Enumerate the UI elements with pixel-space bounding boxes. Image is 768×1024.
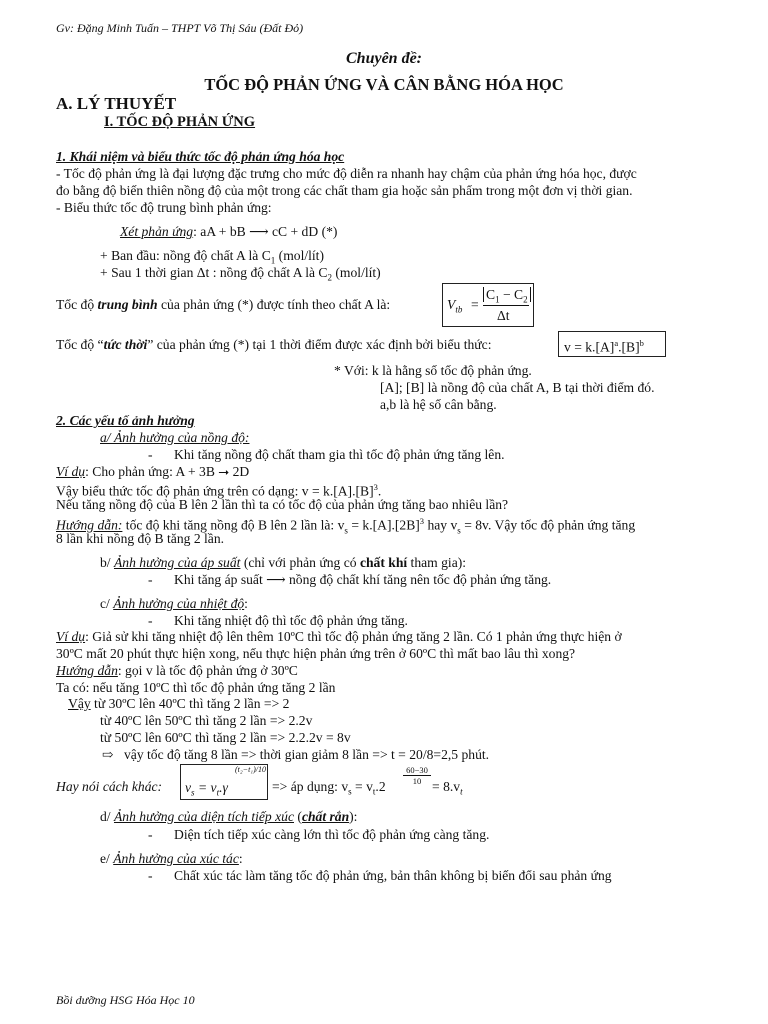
voi-line-1: * Với: k là hằng số tốc độ phản ứng. [334, 363, 532, 378]
ban-dau-sub: 1 [270, 255, 276, 266]
hd2-line: Hướng dẫn: gọi v là tốc độ phản ứng ở 30ºC [56, 663, 298, 678]
e-item: Chất xúc tác làm tăng tốc độ phản ứng, bản thân không bị biến đổi sau phản ứng [174, 868, 612, 883]
formula-eq: = [471, 297, 479, 312]
arrow-icon: ⇨ [102, 747, 114, 762]
tt-line [56, 336, 491, 353]
c-heading: Ảnh hưởng của nhiệt độ [113, 596, 245, 611]
conclude-line: vậy tốc độ tăng 8 lần => thời gian giảm 8 lần => t = 20/8=2,5 phút. [124, 747, 490, 762]
taco-line: Ta có: nếu tăng 10ºC thì tốc độ phản ứng tăng 2 lần [56, 680, 336, 695]
hd1-label: Hướng dẫn: [56, 517, 123, 533]
hd1-line-1: Hướng dẫn: tốc độ khi tăng nồng độ B lên 2 lần là: $v_s = k.[A].[2B]^3$ hay $v_s = 8v$. Vậy tốc độ phản ứng tăng [56, 516, 636, 536]
s1-para-3: - Biểu thức tốc độ trung bình phản ứng: [56, 200, 272, 215]
reaction-line [120, 223, 337, 240]
b-item: Khi tăng áp suất ⟶ nồng độ chất khí tăng nên tốc độ phản ứng tăng. [174, 572, 552, 587]
apdung-exponent: 60−30 10 [403, 765, 431, 786]
bullet-dash: - [148, 827, 153, 842]
reaction-eq: : aA + bB ⟶ cC + dD (*) [193, 224, 338, 239]
ban-dau-text: + Ban đầu: nồng độ chất A là C [100, 248, 271, 263]
d-heading: Ảnh hưởng của diện tích tiếp xúc [113, 809, 294, 824]
sau-text: + Sau 1 thời gian Δt : nồng độ chất A là C [100, 265, 328, 280]
fraction-bar [483, 305, 529, 306]
page-header: Gv: Đặng Minh Tuấn – THPT Võ Thị Sáu (Đất Đỏ) [56, 21, 304, 35]
hay-noi-label: Hay nói cách khác: [56, 779, 163, 794]
formula-numerator: $C_1 - C_2$ [483, 286, 531, 309]
temperature-formula [180, 764, 268, 800]
vd1-label: Ví dụ [56, 464, 86, 479]
s1-para-2: đo bằng độ biến thiên nồng độ của một trong các chất tham gia hoặc sản phẩm trong một đơn vị thời gian. [56, 183, 633, 198]
formula-denominator: Δt [497, 308, 510, 323]
page-footer: Bồi dưỡng HSG Hóa Học 10 [56, 993, 195, 1007]
a-heading: a/ Ảnh hưởng của nồng độ: [100, 430, 250, 445]
sau-sub: 2 [327, 272, 332, 283]
step-1: Vậy từ 30ºC lên 40ºC thì tăng 2 lần => 2 [68, 696, 290, 711]
tb-line [56, 296, 390, 313]
vd1-line-1 [56, 463, 249, 480]
e-heading: Ảnh hưởng của xúc tác [113, 851, 239, 866]
tb-pre: Tốc độ [56, 297, 98, 312]
e-heading-line: e/ Ảnh hưởng của xúc tác: [100, 851, 243, 866]
step-3: từ 50ºC lên 60ºC thì tăng 2 lần => 2.2.2v = 8v [100, 730, 351, 745]
temp-exponent: (t₂−t₁)/10 [235, 765, 266, 774]
voi-line-2: [A]; [B] là nồng độ của chất A, B tại thời điểm đó. [380, 380, 655, 395]
s2-heading: 2. Các yếu tố ảnh hưởng [56, 413, 195, 428]
hd2-label: Hướng dẫn [56, 663, 118, 678]
bullet-dash: - [148, 613, 153, 628]
step-2: từ 40ºC lên 50ºC thì tăng 2 lần => 2.2v [100, 713, 313, 728]
instant-rate-formula [558, 331, 666, 357]
apdung-result: = $8.v_t$ [432, 779, 463, 797]
vd1-line-2: Vậy biểu thức tốc độ phản ứng trên có dạng: $v = k.[A].[B]^3$. [56, 482, 382, 499]
s1-heading: 1. Khái niệm và biểu thức tốc độ phản ứng hóa học [56, 149, 345, 164]
xet-label: Xét phản ứng [120, 224, 194, 239]
tt-pre: Tốc độ “ [56, 337, 104, 352]
bullet-dash: - [148, 868, 153, 883]
c-heading-line: c/ Ảnh hưởng của nhiệt độ: [100, 596, 248, 611]
vd2-label: Ví dụ [56, 629, 86, 644]
sau-line [100, 264, 381, 287]
vd1-line-3: Nếu tăng nồng độ của B lên 2 lần thì ta có tốc độ của phản ứng tăng bao nhiêu lần? [56, 497, 509, 512]
instant-rate-text: $v = k.[A]^a.[B]^b$ [564, 338, 644, 355]
b-heading-line: b/ Ảnh hưởng của áp suất (chỉ với phản ứng có chất khí tham gia): [100, 555, 467, 570]
ban-dau-end: (mol/lít) [275, 248, 324, 263]
formula-v: $V_{tb}$ [447, 297, 463, 315]
vd1-text: : Cho phản ứng: A + 3B ⭢ 2D [85, 464, 250, 479]
tb-post: của phản ứng (*) được tính theo chất A là: [157, 297, 391, 312]
title-prefix: Chuyên đề: [346, 50, 422, 67]
tb-bold: trung bình [97, 297, 158, 312]
hd1-line-2: 8 lần khi nồng độ B tăng 2 lần. [56, 531, 225, 546]
a-item: Khi tăng nồng độ chất tham gia thì tốc độ phản ứng tăng lên. [174, 447, 505, 462]
d-item: Diện tích tiếp xúc càng lớn thì tốc độ phản ứng càng tăng. [174, 827, 490, 842]
average-rate-formula [442, 283, 534, 327]
temp-formula-text: $v_s = v_t.\gamma$ [185, 780, 228, 798]
section-a-heading: A. LÝ THUYẾT [56, 94, 177, 113]
sau-end: (mol/lít) [332, 265, 381, 280]
apdung-line: => áp dụng: $v_s = v_t.2$ [272, 779, 386, 797]
bullet-dash: - [148, 447, 153, 462]
b-heading: Ảnh hưởng của áp suất [113, 555, 241, 570]
bullet-dash: - [148, 572, 153, 587]
d-heading-line: d/ Ảnh hưởng của diện tích tiếp xúc (chất rắn): [100, 809, 358, 824]
s1-para-1: - Tốc độ phản ứng là đại lượng đặc trưng cho mức độ diễn ra nhanh hay chậm của phản ứng hóa học, được [56, 166, 637, 181]
vd2-line-2: 30ºC mất 20 phút thực hiện xong, nếu thực hiện phản ứng trên ở 60ºC thì mất bao lâu thì xong? [56, 646, 576, 661]
section-i-heading: I. TỐC ĐỘ PHẢN ỨNG [104, 114, 256, 130]
title-main: TỐC ĐỘ PHẢN ỨNG VÀ CÂN BẰNG HÓA HỌC [204, 75, 564, 94]
tt-post: ” của phản ứng (*) tại 1 thời điểm được xác định bởi biểu thức: [147, 337, 492, 352]
c-item: Khi tăng nhiệt độ thì tốc độ phản ứng tăng. [174, 613, 408, 628]
vd2-line-1: Ví dụ: Giả sử khi tăng nhiệt độ lên thêm 10ºC thì tốc độ phản ứng tăng 2 lần. Có 1 phản ứng thực hiện ở [56, 629, 622, 644]
voi-line-3: a,b là hệ số cân bằng. [380, 397, 497, 412]
tt-bold: tức thời [103, 337, 148, 352]
